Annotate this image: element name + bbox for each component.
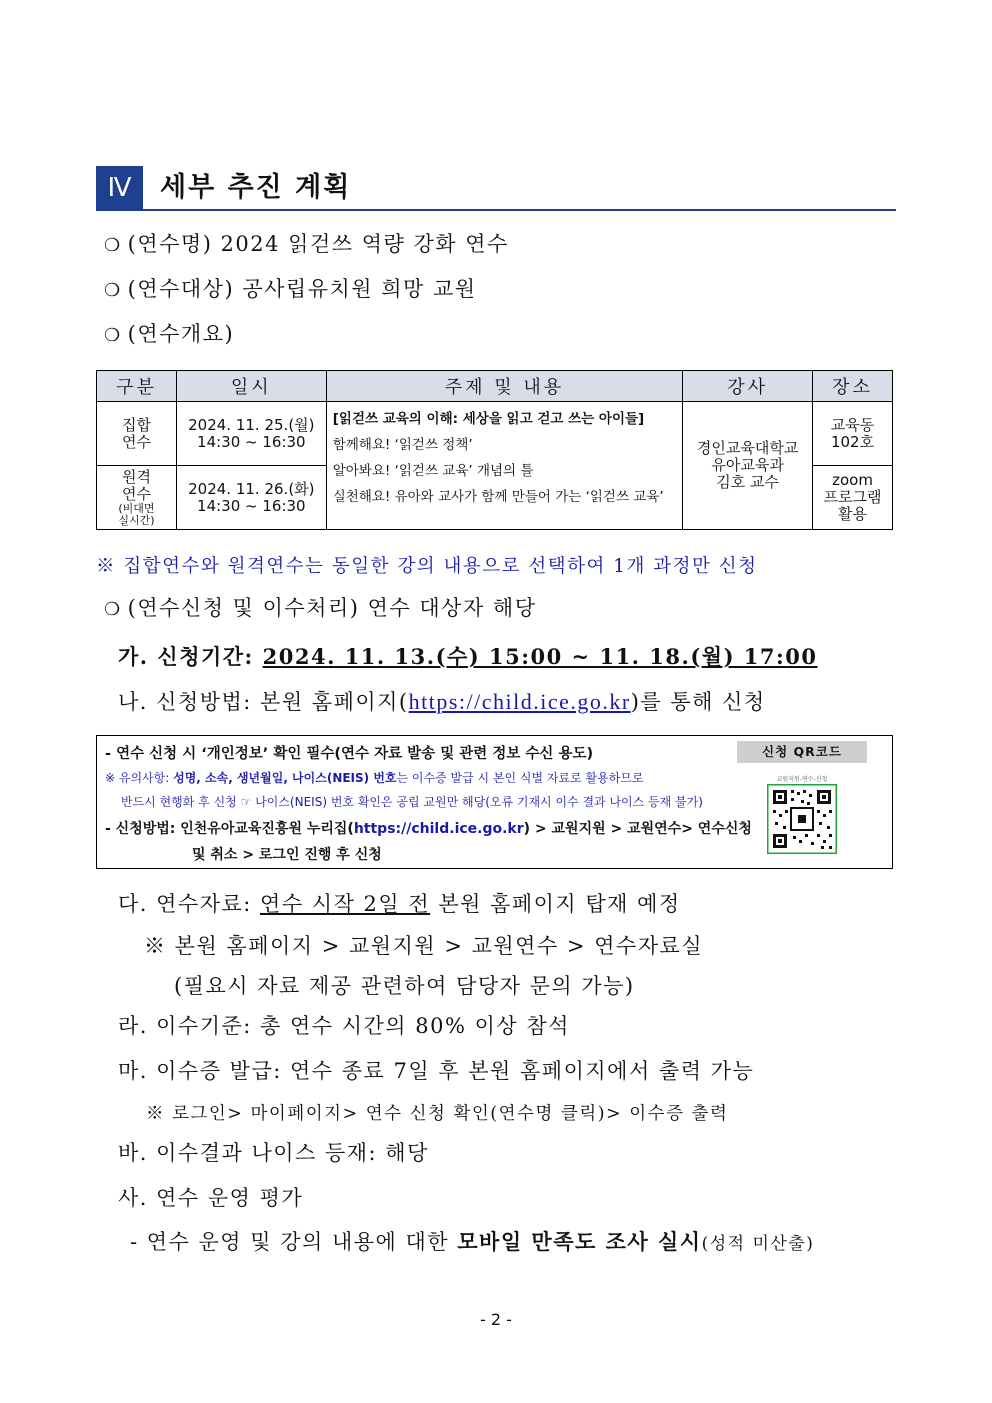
bullet-text: (연수명) 2024 읽걷쓰 역량 강화 연수 [127, 232, 509, 256]
caution-prefix: ※ 유의사항: [105, 771, 174, 785]
cell-type [97, 466, 177, 530]
header-place: 장소 [813, 371, 893, 402]
item-label: 다. 연수자료: [118, 892, 261, 916]
nurijip-link[interactable]: https://child.ice.go.kr [353, 821, 524, 837]
item-da-note-inquiry: (필요시 자료 제공 관련하여 담당자 문의 가능) [174, 974, 635, 998]
item-suffix: 본원 홈페이지 탑재 예정 [430, 892, 681, 916]
info-line: - 연수 신청 시 ‘개인정보’ 확인 필수(연수 자료 발송 및 관련 정보 수신 용도) [105, 746, 594, 762]
date-text: 2024. 11. 25.(월) [188, 415, 315, 434]
cell-instructor [683, 402, 813, 530]
qr-label: 신청 QR코드 [737, 741, 867, 763]
item-bold: 모바일 만족도 조사 실시 [457, 1230, 702, 1254]
item-sa: 사. 연수 운영 평가 [118, 1186, 304, 1210]
application-period: 2024. 11. 13.(수) 15:00 ~ 11. 18.(월) 17:00 [262, 644, 818, 669]
cell-type [97, 402, 177, 466]
bullet-text: (연수대상) 공사립유치원 희망 교원 [127, 277, 477, 301]
table-row [97, 402, 893, 466]
topic-item: 함께해요! ‘읽걷쓰 정책’ [332, 437, 473, 453]
topic-item: 알아봐요! ‘읽걷쓰 교육’ 개념의 틀 [332, 463, 534, 479]
circle-bullet-icon: ❍ [104, 235, 122, 256]
item-ma-note: ※ 로그인> 마이페이지> 연수 신청 확인(연수명 클릭)> 이수증 출력 [146, 1104, 729, 1124]
place-text: 102호 [830, 432, 875, 451]
item-ra: 라. 이수기준: 총 연수 시간의 80% 이상 참석 [118, 1014, 570, 1038]
info-method-cont: 및 취소 > 로그인 진행 후 신청 [192, 847, 382, 863]
circle-bullet-icon: ❍ [104, 599, 122, 620]
item-label: 나. 신청방법: 본원 홈페이지( [118, 690, 409, 714]
method-suffix: ) > 교원지원 > 교원연수> 연수신청 [523, 821, 752, 837]
cell-place [813, 466, 893, 530]
time-text: 14:30 ~ 16:30 [197, 496, 306, 515]
item-da [118, 888, 681, 918]
info-caution [105, 769, 643, 786]
place-text: zoom [832, 471, 873, 489]
place-text: 프로그램 [823, 488, 882, 506]
item-na [118, 686, 766, 716]
bullet-course-target [104, 273, 477, 303]
qr-code-icon[interactable] [767, 784, 837, 854]
section-rule [96, 209, 896, 211]
time-text: 14:30 ~ 16:30 [197, 432, 306, 451]
bullet-course-overview [104, 318, 234, 348]
header-instructor: 강사 [683, 371, 813, 402]
item-underlined: 연수 시작 2일 전 [260, 892, 431, 916]
overview-table [96, 370, 893, 530]
cell-datetime [176, 466, 326, 530]
bullet-course-name [104, 228, 509, 258]
instructor-text: 유아교육과 [711, 456, 784, 474]
item-prefix: - 연수 운영 및 강의 내용에 대한 [130, 1230, 458, 1254]
header-datetime: 일시 [176, 371, 326, 402]
place-text: 활용 [838, 505, 868, 523]
section-number-badge: Ⅳ [96, 166, 143, 210]
topic-title: [읽걷쓰 교육의 이해: 세상을 읽고 걷고 쓰는 아이들] [332, 411, 645, 427]
qr-caption: 교원지원-연수-신청 [776, 776, 828, 783]
date-text: 2024. 11. 26.(화) [188, 479, 315, 498]
type-text: 연수 [121, 432, 151, 451]
homepage-link[interactable]: https://child.ice.go.kr [408, 689, 631, 714]
item-suffix: (성적 미산출) [701, 1234, 815, 1254]
item-da-note-path: ※ 본원 홈페이지 > 교원지원 > 교원연수 > 연수자료실 [144, 934, 704, 958]
caution-bold: 성명, 소속, 생년월일, 나이스(NEIS) 번호 [173, 771, 397, 785]
item-ma: 마. 이수증 발급: 연수 종료 7일 후 본원 홈페이지에서 출력 가능 [118, 1059, 755, 1083]
bullet-text: (연수개요) [127, 322, 235, 346]
type-text: 집합 [121, 415, 151, 434]
bullet-text: (연수신청 및 이수처리) 연수 대상자 해당 [127, 596, 537, 620]
bullet-registration [104, 592, 536, 622]
type-note: (비대면 [118, 501, 155, 515]
place-text: 교육동 [830, 415, 875, 434]
section-title: 세부 추진 계획 [160, 172, 352, 203]
selection-note: ※ 집합연수와 원격연수는 동일한 강의 내용으로 선택하여 1개 과정만 신청 [96, 556, 758, 577]
table-header-row [97, 371, 893, 402]
instructor-text: 경인교육대학교 [696, 439, 799, 457]
item-ba: 바. 이수결과 나이스 등재: 해당 [118, 1141, 429, 1165]
topic-item: 실천해요! 유아와 교사가 함께 만들어 가는 ‘읽걷쓰 교육’ [332, 489, 664, 505]
type-text: 원격 [121, 467, 151, 486]
info-caution-detail: 반드시 현행화 후 신청 ☞ 나이스(NEIS) 번호 확인은 공립 교원만 해당(오류 기재시 이수 결과 나이스 등재 불가) [121, 795, 703, 809]
cell-place [813, 402, 893, 466]
caution-suffix: 는 이수증 발급 시 본인 식별 자료로 활용하므로 [396, 771, 644, 785]
application-info-box [96, 735, 893, 869]
item-sa-sub [130, 1226, 814, 1256]
type-note: 실시간) [118, 513, 155, 527]
cell-topics [326, 402, 682, 530]
item-label: 가. 신청기간: [118, 644, 254, 669]
circle-bullet-icon: ❍ [104, 325, 122, 346]
header-category: 구분 [97, 371, 177, 402]
type-text: 연수 [121, 484, 151, 503]
cell-datetime [176, 402, 326, 466]
item-suffix: )를 통해 신청 [630, 690, 766, 714]
instructor-text: 김호 교수 [716, 473, 779, 491]
item-ga [118, 641, 818, 671]
info-method [105, 818, 752, 838]
method-prefix: - 신청방법: 인천유아교육진흥원 누리집( [105, 821, 354, 837]
page-number: - 2 - [480, 1310, 512, 1329]
circle-bullet-icon: ❍ [104, 280, 122, 301]
header-topic: 주제 및 내용 [326, 371, 682, 402]
